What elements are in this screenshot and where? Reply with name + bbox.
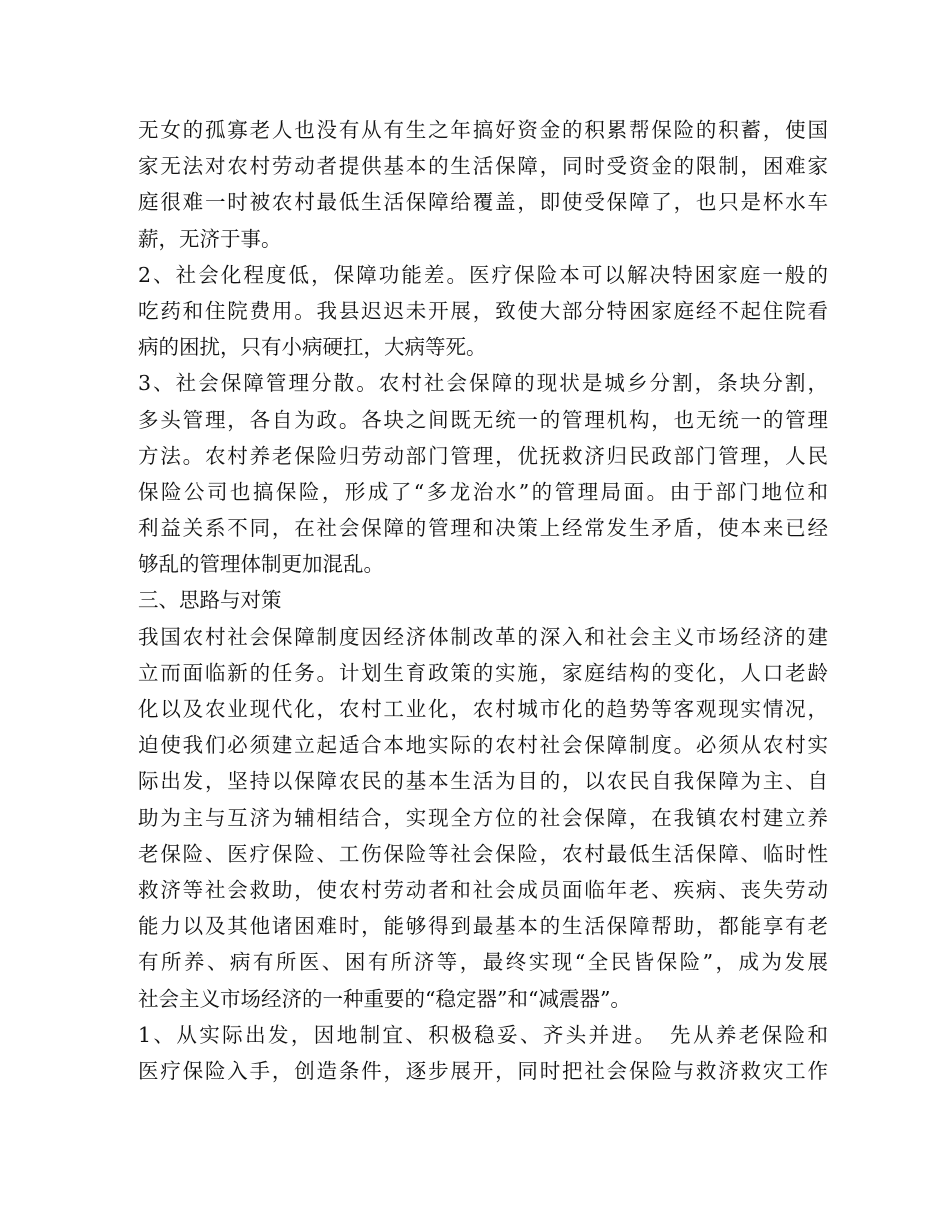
text-line: 2、社会化程度低，保障功能差。医疗保险本可以解决特困家庭一般的 — [138, 262, 828, 287]
text-line: 无女的孤寡老人也没有从有生之年搞好资金的积累帮保险的积蓄，使国 — [138, 118, 828, 142]
text-line: 有所养、病有所医、困有所济等，最终实现“全民皆保险”，成为发展 — [138, 950, 828, 975]
text-line: 老保险、医疗保险、工伤保险等社会保险，农村最低生活保障、临时性 — [138, 841, 828, 866]
text-line: 庭很难一时被农村最低生活保障给覆盖，即使受保障了，也只是杯水车 — [138, 190, 828, 215]
text-line: 救济等社会救助，使农村劳动者和社会成员面临年老、疾病、丧失劳动 — [138, 877, 828, 902]
paragraph-elderly-funding — [138, 112, 828, 257]
text-line: 能力以及其他诸困难时，能够得到最基本的生活保障帮助，都能享有老 — [138, 914, 828, 939]
paragraph-point-3 — [138, 365, 828, 582]
text-line: 薪，无济于事。 — [138, 226, 282, 251]
text-line: 社会主义市场经济的一种重要的“稳定器”和“减震器”。 — [138, 986, 631, 1011]
text-line: 迫使我们必须建立起适合本地实际的农村社会保障制度。必须从农村实 — [138, 733, 828, 758]
paragraph-point-2 — [138, 257, 828, 366]
document-body — [138, 112, 828, 1089]
text-line: 病的困扰，只有小病硬扛，大病等死。 — [138, 335, 487, 360]
text-line: 保险公司也搞保险，形成了“多龙治水”的管理局面。由于部门地位和 — [138, 479, 828, 504]
paragraph-strategy-point-1 — [138, 1017, 828, 1089]
section-heading — [138, 582, 828, 618]
text-line: 家无法对农村劳动者提供基本的生活保障，同时受资金的限制，困难家 — [138, 154, 828, 179]
text-line: 利益关系不同，在社会保障的管理和决策上经常发生矛盾，使本来已经 — [138, 516, 828, 541]
text-line: 医疗保险入手，创造条件，逐步展开，同时把社会保险与救济救灾工作 — [138, 1058, 828, 1083]
paragraph-strategy — [138, 619, 828, 1017]
text-line: 方法。农村养老保险归劳动部门管理，优抚救济归民政部门管理，人民 — [138, 443, 828, 468]
text-line: 立而面临新的任务。计划生育政策的实施，家庭结构的变化，人口老龄 — [138, 660, 828, 685]
text-line: 1、从实际出发，因地制宜、积极稳妥、齐头并进。 先从养老保险和 — [138, 1022, 828, 1047]
text-line: 3、社会保障管理分散。农村社会保障的现状是城乡分割，条块分割， — [138, 371, 828, 396]
text-line: 吃药和住院费用。我县迟迟未开展，致使大部分特困家庭经不起住院看 — [138, 298, 828, 323]
text-line: 际出发，坚持以保障农民的基本生活为目的，以农民自我保障为主、自 — [138, 769, 828, 794]
text-line: 多头管理，各自为政。各块之间既无统一的管理机构，也无统一的管理 — [138, 407, 828, 432]
text-line: 够乱的管理体制更加混乱。 — [138, 552, 384, 577]
heading-line: 三、思路与对策 — [138, 588, 282, 613]
text-line: 化以及农业现代化，农村工业化，农村城市化的趋势等客观现实情况， — [138, 697, 828, 721]
text-line: 我国农村社会保障制度因经济体制改革的深入和社会主义市场经济的建 — [138, 624, 828, 649]
text-line: 助为主与互济为辅相结合，实现全方位的社会保障，在我镇农村建立养 — [138, 805, 828, 830]
